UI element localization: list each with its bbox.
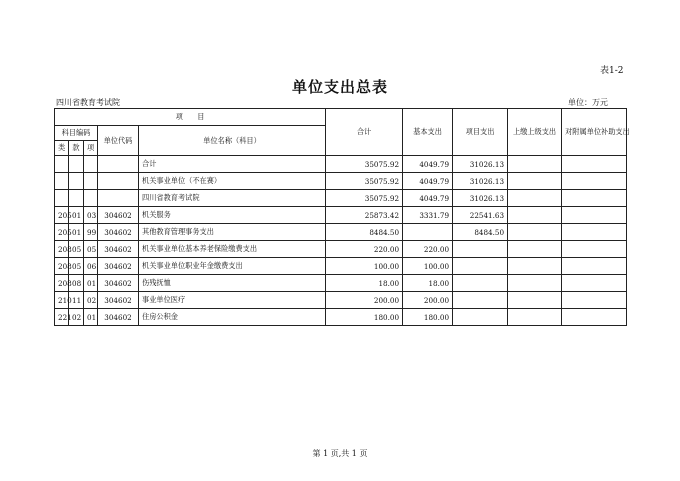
header-subsidy: 对附属单位补助支出	[562, 109, 627, 156]
cell-basic: 18.00	[403, 275, 453, 292]
organization-name: 四川省教育考试院	[56, 98, 120, 107]
cell-lei: 210	[55, 292, 69, 309]
header-item: 项 目	[55, 109, 326, 126]
cell-basic: 4049.79	[403, 173, 453, 190]
table-row	[55, 156, 627, 173]
cell-unit-code: 304602	[98, 207, 139, 224]
cell-xiang: 99	[84, 224, 98, 241]
table-row	[55, 292, 627, 309]
cell-name: 伤残抚恤	[139, 275, 326, 292]
cell-unit-code	[98, 173, 139, 190]
cell-name: 机关服务	[139, 207, 326, 224]
cell-lei: 221	[55, 309, 69, 326]
cell-lei: 208	[55, 258, 69, 275]
cell-upper	[508, 275, 562, 292]
cell-basic: 4049.79	[403, 190, 453, 207]
cell-lei: 208	[55, 275, 69, 292]
cell-upper	[508, 258, 562, 275]
cell-kuan: 05	[69, 241, 84, 258]
cell-xiang: 03	[84, 207, 98, 224]
cell-basic: 180.00	[403, 309, 453, 326]
cell-basic: 200.00	[403, 292, 453, 309]
cell-basic: 4049.79	[403, 156, 453, 173]
table-row	[55, 241, 627, 258]
page-number: 第 1 页,共 1 页	[312, 449, 368, 458]
cell-basic: 3331.79	[403, 207, 453, 224]
table-row	[55, 173, 627, 190]
header-xiang: 项	[84, 141, 98, 156]
cell-project: 31026.13	[453, 173, 508, 190]
cell-total: 220.00	[326, 241, 403, 258]
table-number: 表1-2	[600, 66, 624, 76]
cell-total: 100.00	[326, 258, 403, 275]
cell-subsidy	[562, 275, 627, 292]
cell-name: 四川省教育考试院	[139, 190, 326, 207]
cell-subsidy	[562, 309, 627, 326]
cell-kuan: 01	[69, 207, 84, 224]
cell-project: 31026.13	[453, 190, 508, 207]
header-upper: 上缴上级支出	[508, 109, 562, 156]
cell-subsidy	[562, 224, 627, 241]
cell-name: 机关事业单位职业年金缴费支出	[139, 258, 326, 275]
table-row	[55, 309, 627, 326]
page-title: 单位支出总表	[291, 78, 388, 96]
cell-unit-code: 304602	[98, 258, 139, 275]
cell-xiang: 05	[84, 241, 98, 258]
header-subject-code: 科目编码	[55, 126, 98, 141]
header-total: 合计	[326, 109, 403, 156]
cell-unit-code: 304602	[98, 275, 139, 292]
cell-kuan: 01	[69, 224, 84, 241]
cell-xiang: 06	[84, 258, 98, 275]
table-row	[55, 275, 627, 292]
cell-upper	[508, 173, 562, 190]
cell-project	[453, 309, 508, 326]
cell-project	[453, 275, 508, 292]
cell-lei	[55, 190, 69, 207]
table-row	[55, 224, 627, 241]
expenditure-table	[54, 108, 630, 326]
cell-lei	[55, 156, 69, 173]
header-project: 项目支出	[453, 109, 508, 156]
cell-unit-code	[98, 156, 139, 173]
cell-project: 31026.13	[453, 156, 508, 173]
cell-total: 35075.92	[326, 156, 403, 173]
cell-subsidy	[562, 207, 627, 224]
cell-upper	[508, 292, 562, 309]
cell-unit-code: 304602	[98, 224, 139, 241]
cell-total: 200.00	[326, 292, 403, 309]
cell-upper	[508, 207, 562, 224]
cell-upper	[508, 224, 562, 241]
cell-subsidy	[562, 173, 627, 190]
cell-xiang: 01	[84, 309, 98, 326]
cell-upper	[508, 309, 562, 326]
cell-upper	[508, 190, 562, 207]
header-kuan: 款	[69, 141, 84, 156]
cell-project	[453, 292, 508, 309]
cell-total: 35075.92	[326, 190, 403, 207]
cell-kuan: 11	[69, 292, 84, 309]
cell-project: 22541.63	[453, 207, 508, 224]
cell-kuan: 05	[69, 258, 84, 275]
cell-name: 机关事业单位（不在赛）	[139, 173, 326, 190]
cell-lei: 208	[55, 241, 69, 258]
cell-total: 25873.42	[326, 207, 403, 224]
cell-lei: 205	[55, 207, 69, 224]
cell-xiang: 01	[84, 275, 98, 292]
cell-subsidy	[562, 190, 627, 207]
table-row	[55, 190, 627, 207]
cell-basic	[403, 224, 453, 241]
cell-total: 18.00	[326, 275, 403, 292]
cell-total: 180.00	[326, 309, 403, 326]
header-basic: 基本支出	[403, 109, 453, 156]
cell-name: 机关事业单位基本养老保险缴费支出	[139, 241, 326, 258]
cell-upper	[508, 156, 562, 173]
cell-kuan: 08	[69, 275, 84, 292]
cell-xiang: 02	[84, 292, 98, 309]
cell-xiang	[84, 173, 98, 190]
cell-lei	[55, 173, 69, 190]
unit-label: 单位：万元	[568, 98, 608, 107]
cell-unit-code: 304602	[98, 309, 139, 326]
cell-subsidy	[562, 156, 627, 173]
cell-basic: 220.00	[403, 241, 453, 258]
cell-lei: 205	[55, 224, 69, 241]
cell-unit-code: 304602	[98, 292, 139, 309]
cell-project	[453, 258, 508, 275]
cell-unit-code	[98, 190, 139, 207]
cell-name: 合计	[139, 156, 326, 173]
cell-upper	[508, 241, 562, 258]
header-lei: 类	[55, 141, 69, 156]
cell-subsidy	[562, 241, 627, 258]
cell-kuan: 02	[69, 309, 84, 326]
cell-project	[453, 241, 508, 258]
cell-total: 8484.50	[326, 224, 403, 241]
table-row	[55, 207, 627, 224]
cell-project: 8484.50	[453, 224, 508, 241]
cell-xiang	[84, 156, 98, 173]
cell-xiang	[84, 190, 98, 207]
cell-subsidy	[562, 292, 627, 309]
header-unit-name: 单位名称（科目）	[139, 126, 326, 156]
cell-unit-code: 304602	[98, 241, 139, 258]
cell-subsidy	[562, 258, 627, 275]
cell-kuan	[69, 190, 84, 207]
cell-name: 其他教育管理事务支出	[139, 224, 326, 241]
cell-basic: 100.00	[403, 258, 453, 275]
header-unit-code: 单位代码	[98, 126, 139, 156]
cell-total: 35075.92	[326, 173, 403, 190]
cell-name: 住房公积金	[139, 309, 326, 326]
cell-kuan	[69, 173, 84, 190]
cell-name: 事业单位医疗	[139, 292, 326, 309]
cell-kuan	[69, 156, 84, 173]
table-body	[55, 156, 627, 326]
table-row	[55, 258, 627, 275]
